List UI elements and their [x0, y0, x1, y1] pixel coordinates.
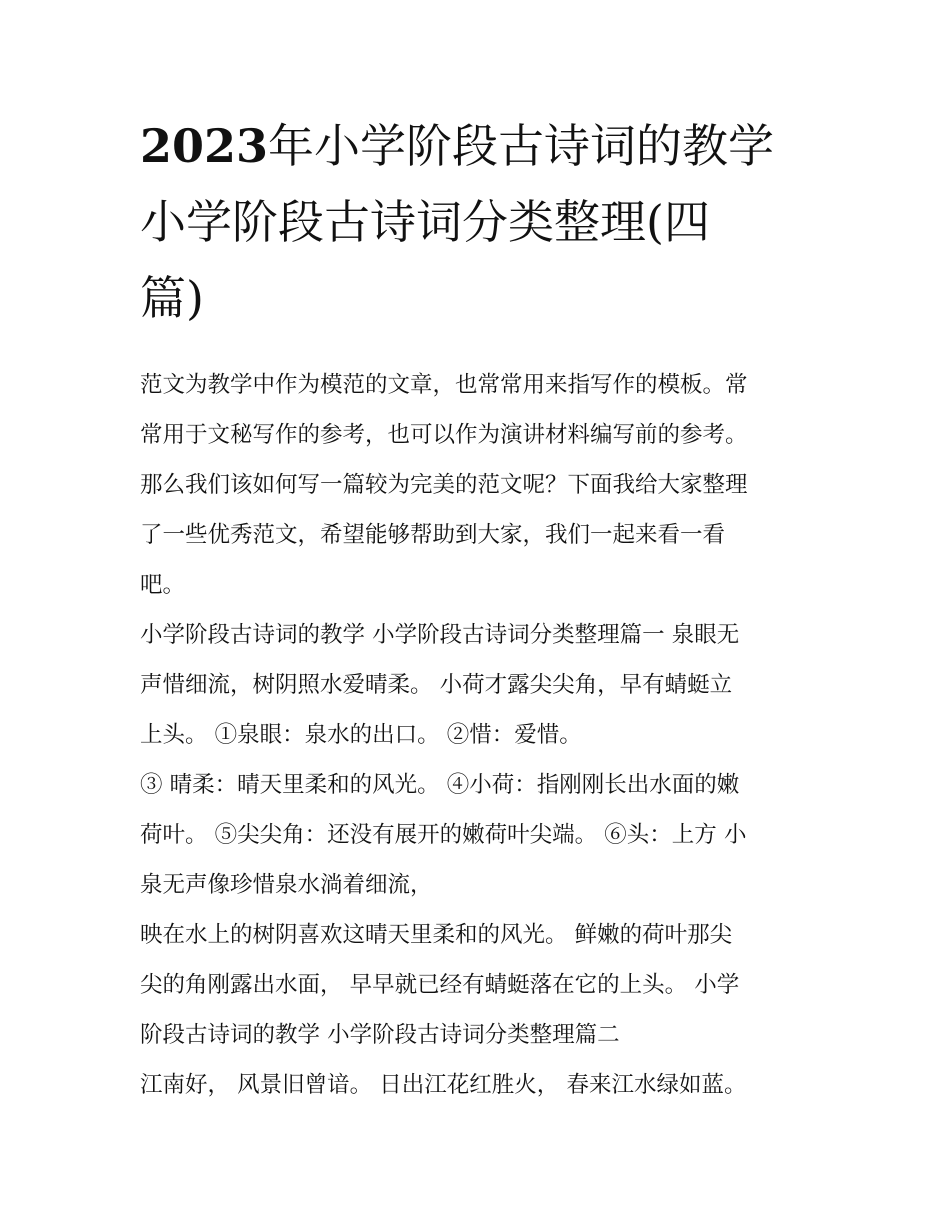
document-page — [140, 108, 820, 1110]
title-line-text: 年小学阶段古诗词的教学 — [268, 119, 775, 173]
title-line: 篇) — [140, 271, 204, 325]
title-line — [140, 108, 820, 184]
body-line: 范文为教学中作为模范的文章，也常常用来指写作的模板。常 — [140, 372, 748, 398]
title-year: 2023 — [140, 119, 269, 173]
body-line: 那么我们该如何写一篇较为完美的范文呢？下面我给大家整理 — [140, 472, 748, 498]
body-line: 常用于文秘写作的参考，也可以作为演讲材料编写前的参考。 — [140, 422, 748, 448]
body-line: ③ 晴柔：晴天里柔和的风光。 ④小荷：指刚刚长出水面的嫩 — [140, 772, 740, 798]
body-line: 荷叶。 ⑤尖尖角：还没有展开的嫩荷叶尖端。 ⑥头：上方 小 — [140, 822, 747, 848]
body-line: 了一些优秀范文，希望能够帮助到大家，我们一起来看一看 — [140, 522, 726, 548]
document-body — [140, 360, 820, 1110]
body-line: 阶段古诗词的教学 小学阶段古诗词分类整理篇二 — [140, 1022, 620, 1048]
body-line: 上头。 ①泉眼：泉水的出口。 ②惜：爱惜。 — [140, 722, 582, 748]
body-line: 江南好， 风景旧曾谙。 日出江花红胜火， 春来江水绿如蓝。 — [140, 1072, 747, 1098]
title-line: 小学阶段古诗词分类整理(四 — [140, 195, 710, 249]
body-line: 尖的角刚露出水面， 早早就已经有蜻蜓落在它的上头。 小学 — [140, 972, 740, 998]
body-line: 声惜细流，树阴照水爱晴柔。 小荷才露尖尖角，早有蜻蜓立 — [140, 672, 733, 698]
document-title — [140, 108, 820, 336]
body-line: 吧。 — [140, 572, 186, 598]
body-line: 小学阶段古诗词的教学 小学阶段古诗词分类整理篇一 泉眼无 — [140, 622, 740, 648]
body-line: 映在水上的树阴喜欢这晴天里柔和的风光。 鲜嫩的荷叶那尖 — [140, 922, 733, 948]
body-line: 泉无声像珍惜泉水淌着细流， — [140, 872, 433, 898]
